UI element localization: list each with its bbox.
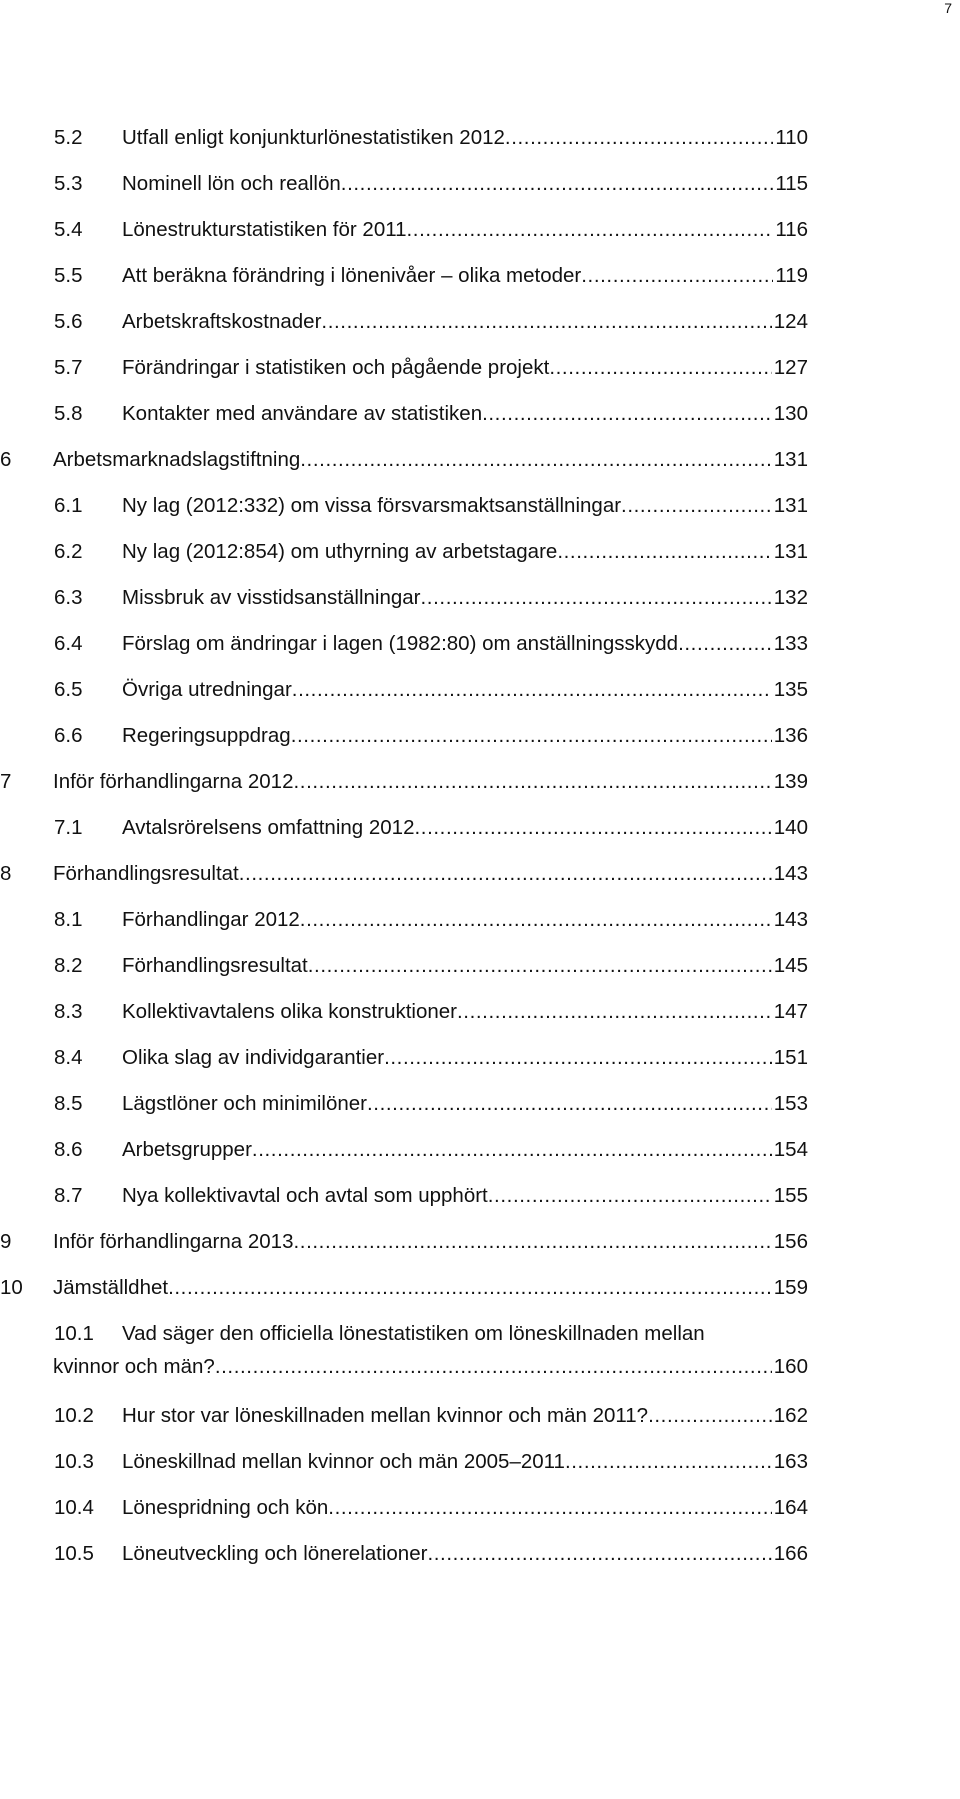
- toc-section-number: 5.3: [54, 172, 83, 195]
- dot-leader: [292, 675, 772, 705]
- dot-leader: [168, 1273, 772, 1303]
- dot-leader: [621, 491, 772, 521]
- toc-page-number: 162: [773, 1404, 808, 1427]
- dot-leader: [505, 123, 773, 153]
- toc-section-number: 6.2: [54, 540, 83, 563]
- toc-title: Att beräkna förändring i lönenivåer – olika metoder: [122, 261, 581, 291]
- toc-title: Förhandlingar 2012: [122, 905, 300, 935]
- dot-leader: [415, 813, 772, 843]
- toc-page-number: 159: [773, 1276, 808, 1299]
- toc-title: Inför förhandlingarna 2013: [53, 1227, 294, 1257]
- dot-leader: [678, 629, 772, 659]
- page-number: 7: [944, 0, 952, 16]
- toc-section-number: 8.6: [54, 1138, 83, 1161]
- toc-section-number: 6.6: [54, 724, 83, 747]
- toc-title: Avtalsrörelsens omfattning 2012: [122, 813, 415, 843]
- toc-section-number: 6.1: [54, 494, 83, 517]
- dot-leader: [291, 721, 772, 751]
- toc-title: Arbetsmarknadslagstiftning: [53, 445, 300, 475]
- toc-section-number: 10.3: [54, 1450, 94, 1473]
- toc-title: Arbetskraftskostnader: [122, 307, 321, 337]
- toc-title: kvinnor och män?: [53, 1352, 215, 1382]
- toc-section-number: 10: [0, 1276, 23, 1299]
- toc-section-number: 8: [0, 862, 12, 885]
- toc-title: Förslag om ändringar i lagen (1982:80) om anställningsskydd: [122, 629, 678, 659]
- toc-section-number: 6.3: [54, 586, 83, 609]
- toc-title: Kontakter med användare av statistiken: [122, 399, 482, 429]
- toc-title: Olika slag av individgarantier: [122, 1043, 384, 1073]
- dot-leader: [384, 1043, 772, 1073]
- dot-leader: [565, 1447, 772, 1477]
- toc-title: Förhandlingsresultat: [53, 859, 239, 889]
- dot-leader: [648, 1401, 772, 1431]
- toc-title: Arbetsgrupper: [122, 1135, 252, 1165]
- dot-leader: [308, 951, 772, 981]
- toc-page-number: 115: [775, 172, 808, 195]
- toc-title: Utfall enligt konjunkturlönestatistiken 2012: [122, 123, 505, 153]
- toc-page-number: 131: [773, 494, 808, 517]
- toc-title: Kollektivavtalens olika konstruktioner: [122, 997, 457, 1027]
- toc-page-number: 131: [773, 540, 808, 563]
- toc-page-number: 156: [773, 1230, 808, 1253]
- dot-leader: [549, 353, 771, 383]
- toc-section-number: 9: [0, 1230, 12, 1253]
- toc-title: Ny lag (2012:854) om uthyrning av arbetstagare: [122, 537, 557, 567]
- toc-page-number: 131: [773, 448, 808, 471]
- toc-title: Inför förhandlingarna 2012: [53, 767, 294, 797]
- toc-page-number: 116: [775, 218, 808, 241]
- toc-page-number: 132: [773, 586, 808, 609]
- dot-leader: [321, 307, 771, 337]
- toc-section-number: 8.5: [54, 1092, 83, 1115]
- toc-page-number: 143: [773, 908, 808, 931]
- toc-section-number: 5.8: [54, 402, 83, 425]
- toc-section-number: 7: [0, 770, 12, 793]
- toc-page-number: 130: [773, 402, 808, 425]
- toc-section-number: 10.2: [54, 1404, 94, 1427]
- toc-page-number: 155: [773, 1184, 808, 1207]
- toc-section-number: 10.4: [54, 1496, 94, 1519]
- dot-leader: [239, 859, 772, 889]
- toc-section-number: 5.6: [54, 310, 83, 333]
- toc-title: Lönespridning och kön: [122, 1493, 328, 1523]
- dot-leader: [581, 261, 773, 291]
- toc-page-number: 163: [773, 1450, 808, 1473]
- toc-title: Nominell lön och reallön: [122, 169, 341, 199]
- toc-section-number: 10.5: [54, 1542, 94, 1565]
- toc-page-number: 164: [773, 1496, 808, 1519]
- toc-section-number: 6.5: [54, 678, 83, 701]
- toc-section-number: 5.7: [54, 356, 83, 379]
- dot-leader: [328, 1493, 771, 1523]
- toc-title: Förhandlingsresultat: [122, 951, 308, 981]
- toc-section-number: 5.4: [54, 218, 83, 241]
- dot-leader: [367, 1089, 772, 1119]
- toc-page-number: 151: [773, 1046, 808, 1069]
- toc-page-number: 135: [773, 678, 808, 701]
- toc-title: Hur stor var löneskillnaden mellan kvinnor och män 2011?: [122, 1401, 648, 1431]
- toc-entry[interactable]: [0, 1319, 960, 1389]
- dot-leader: [427, 1539, 771, 1569]
- toc-page-number: 154: [773, 1138, 808, 1161]
- toc-title: Regeringsuppdrag: [122, 721, 291, 751]
- toc-page-number: 136: [773, 724, 808, 747]
- toc-title: Nya kollektivavtal och avtal som upphört: [122, 1181, 488, 1211]
- dot-leader: [252, 1135, 772, 1165]
- toc-title: Lönestrukturstatistiken för 2011: [122, 215, 407, 245]
- toc-page-number: 166: [773, 1542, 808, 1565]
- toc-title: Lägstlöner och minimilöner: [122, 1089, 367, 1119]
- toc-section-number: 7.1: [54, 816, 83, 839]
- dot-leader: [421, 583, 772, 613]
- toc-section-number: 8.3: [54, 1000, 83, 1023]
- toc-page-number: 147: [773, 1000, 808, 1023]
- toc-title: Övriga utredningar: [122, 675, 292, 705]
- dot-leader: [300, 905, 772, 935]
- dot-leader: [215, 1352, 772, 1382]
- toc-page-number: 119: [775, 264, 808, 287]
- toc-page-number: 143: [773, 862, 808, 885]
- dot-leader: [482, 399, 772, 429]
- toc-section-number: 8.2: [54, 954, 83, 977]
- toc-section-number: 8.1: [54, 908, 83, 931]
- toc-page-number: 153: [773, 1092, 808, 1115]
- toc-section-number: 8.4: [54, 1046, 83, 1069]
- toc-title: Löneskillnad mellan kvinnor och män 2005–2011: [122, 1447, 565, 1477]
- toc-section-number: 8.7: [54, 1184, 83, 1207]
- dot-leader: [557, 537, 771, 567]
- dot-leader: [294, 767, 772, 797]
- dot-leader: [407, 215, 774, 245]
- toc-entry[interactable]: [0, 1539, 960, 1593]
- toc-page-number: 124: [773, 310, 808, 333]
- toc-title: Missbruk av visstidsanställningar: [122, 583, 421, 613]
- toc-page-number: 110: [775, 126, 808, 149]
- toc-section-number: 6.4: [54, 632, 83, 655]
- toc-page-number: 139: [773, 770, 808, 793]
- toc-title: Löneutveckling och lönerelationer: [122, 1539, 427, 1569]
- dot-leader: [488, 1181, 772, 1211]
- toc-page-number: 140: [773, 816, 808, 839]
- toc-title: Ny lag (2012:332) om vissa försvarsmaktsanställningar: [122, 491, 621, 521]
- toc-title: Jämställdhet: [53, 1273, 168, 1303]
- toc-page-number: 133: [773, 632, 808, 655]
- dot-leader: [457, 997, 772, 1027]
- toc-section-number: 5.5: [54, 264, 83, 287]
- toc-section-number: 5.2: [54, 126, 83, 149]
- toc-section-number: 6: [0, 448, 12, 471]
- toc-page-number: 145: [773, 954, 808, 977]
- toc-page-number: 127: [773, 356, 808, 379]
- toc-section-number: 10.1: [54, 1322, 94, 1345]
- dot-leader: [341, 169, 774, 199]
- toc-title-line1: Vad säger den officiella lönestatistiken om löneskillnaden mellan: [122, 1322, 705, 1345]
- toc-title: Förändringar i statistiken och pågående projekt: [122, 353, 549, 383]
- toc-page-number: 160: [773, 1355, 808, 1378]
- dot-leader: [294, 1227, 772, 1257]
- dot-leader: [300, 445, 772, 475]
